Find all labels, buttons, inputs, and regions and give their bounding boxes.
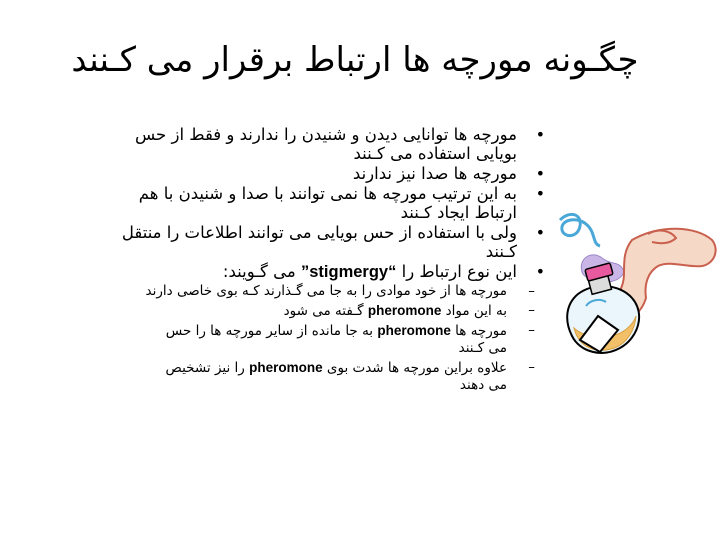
sub-bullet-text [35, 302, 507, 320]
sub-bullet-text [35, 322, 507, 340]
bullet-text [35, 262, 517, 282]
bullet-text: به این ترتیب مورچه ها نمی توانند با صدا و شنیدن با هم [138, 184, 517, 203]
sub-bullet-dash: – [528, 302, 535, 318]
bullet-dot: • [535, 262, 545, 281]
sub-bullet-pre: به این مواد [441, 303, 507, 319]
sub-bullet-pre: مورچه ها [450, 323, 507, 339]
sub-bullet-pre: علاوه براین مورچه ها شدت بوی [322, 360, 507, 376]
bullet-text: مورچه ها صدا نیز ندارند [352, 164, 517, 183]
sub-bullet-text: مورچه ها از خود موادی را به جا می گـذارند کـه بوی خاصی دارند [145, 283, 507, 299]
bullet-dot: • [535, 164, 545, 183]
bullet-text: مورچه ها توانایی دیدن و شنیدن را ندارند و فقط از حس [135, 125, 517, 144]
bullet-dot: • [535, 223, 545, 242]
bullet-dot: • [535, 184, 545, 203]
pheromone-term: pheromone [367, 303, 442, 318]
perfume-bottle-hand-illustration [520, 180, 720, 380]
scent-swirl [560, 214, 600, 246]
sub-bullet-item [35, 359, 535, 394]
bullet-text-cont: ارتباط ایجاد کـنند [400, 203, 517, 222]
sub-bullet-post: به جا مانده از سایر مورچه ها را حس [165, 323, 378, 339]
sub-bullet-item [35, 302, 535, 320]
sub-bullet-text [35, 359, 507, 377]
bullet-text-cont: کـنند [485, 242, 517, 261]
sub-bullet-item [35, 283, 535, 300]
sub-bullet-post: را نیز تشخیص [165, 360, 250, 376]
bullet-list [35, 125, 545, 396]
bullet-item [35, 184, 545, 222]
sub-bullet-post: گـفته می شود [283, 303, 368, 319]
bullet-item [35, 125, 545, 163]
sub-bullet-dash: – [528, 322, 535, 338]
bullet-text: ولی با استفاده از حس بویایی می توانند اطلاعات را منتقل [121, 223, 517, 242]
pheromone-term: pheromone [377, 323, 451, 338]
bullet-text-cont: بویایی استفاده می کـنند [353, 144, 517, 163]
bullet-item [35, 223, 545, 261]
pheromone-term: pheromone [249, 360, 323, 375]
bullet-text-suffix: می گـویند: [222, 262, 301, 281]
stigmergy-term: “stigmergy” [301, 263, 397, 281]
sub-bullet-text-cont: می دهند [459, 377, 507, 393]
bullet-dot: • [535, 125, 545, 144]
bullet-item [35, 262, 545, 282]
slide-title: چگـونه مورچه ها ارتباط برقرار می کـنند [71, 40, 639, 80]
bullet-text-prefix: این نوع ارتباط را [396, 262, 517, 281]
sub-bullet-text-cont: می کـنند [458, 340, 507, 356]
bullet-item [35, 164, 545, 183]
sub-bullet-item [35, 322, 535, 357]
sub-bullet-dash: – [528, 359, 535, 375]
sub-bullet-dash: – [528, 283, 535, 299]
